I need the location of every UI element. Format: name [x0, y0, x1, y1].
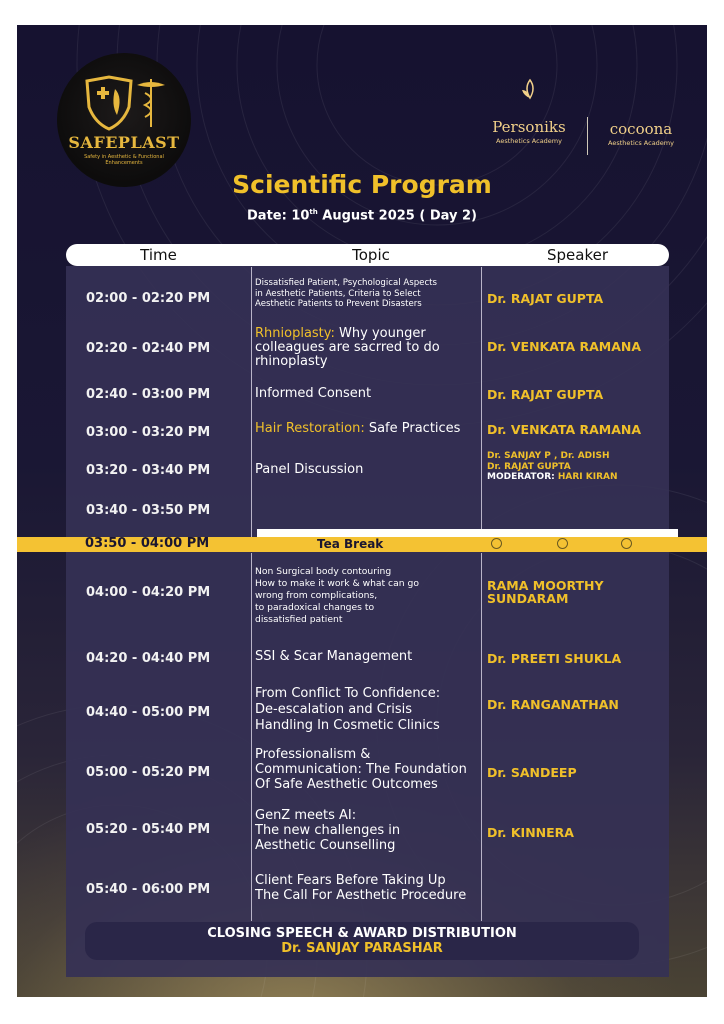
logo-divider: [587, 117, 588, 155]
row-topic: From Conflict To Confidence: De-escalation and Crisis Handling In Cosmetic Clinics: [255, 686, 441, 733]
row-topic: Panel Discussion: [255, 462, 364, 477]
row-time: 02:40 - 03:00 PM: [86, 387, 211, 402]
program-poster: [17, 25, 707, 997]
row-topic: Dissatisfied Patient, Psychological Aspects in Aesthetic Patients, Criteria to Select Aesthetic Patients to Prevent Disasters: [255, 278, 438, 309]
cocoona-logo: [593, 100, 689, 147]
row-time: 03:00 - 03:20 PM: [86, 425, 211, 440]
row-speaker: Dr. VENKATA RAMANA: [487, 422, 642, 437]
col-time: Time: [140, 246, 177, 264]
row-topic: Professionalism & Communication: The Foundation Of Safe Aesthetic Outcomes: [255, 747, 467, 792]
row-speaker: Dr. RANGANATHAN: [487, 697, 619, 712]
closing-speaker: Dr. SANJAY PARASHAR: [281, 941, 443, 956]
row-topic: Non Surgical body contouring How to make it work & what can go wrong from complications, to paradoxical changes to dissatisfied patient: [255, 566, 419, 625]
divider-time-topic-2: [251, 553, 252, 921]
safeplast-name: SAFEPLAST: [68, 133, 180, 152]
row-time: 02:00 - 02:20 PM: [86, 291, 211, 306]
row-topic: Rhnioplasty: Why younger colleagues are sacrred to do rhinoplasty: [255, 326, 440, 369]
col-speaker: Speaker: [546, 246, 608, 264]
program-title: Scientific Program: [232, 170, 492, 199]
cup-icon: [621, 538, 632, 549]
row-topic: SSI & Scar Management: [255, 649, 413, 664]
row-topic: Hair Restoration: Safe Practices: [255, 421, 461, 436]
row-speaker: Dr. KINNERA: [487, 825, 574, 840]
row-speaker: Dr. SANDEEP: [487, 765, 577, 780]
table-header: [66, 244, 669, 266]
divider-time-topic: [251, 267, 252, 537]
row-speaker: RAMA MOORTHY SUNDARAM: [487, 578, 604, 606]
row-time: 02:20 - 02:40 PM: [86, 341, 211, 356]
row-time: 05:00 - 05:20 PM: [86, 765, 211, 780]
cocoona-name: cocoona: [609, 120, 673, 138]
program-date: Date: 10th August 2025 ( Day 2): [247, 208, 477, 224]
row-topic: Client Fears Before Taking Up The Call For Aesthetic Procedure: [255, 873, 467, 903]
closing-banner: [85, 922, 639, 960]
safeplast-logo: [57, 53, 191, 187]
row-time: 03:40 - 03:50 PM: [86, 503, 211, 518]
lotus-icon: [520, 78, 540, 100]
cup-icon: [557, 538, 568, 549]
tea-break-row: [17, 537, 707, 552]
safeplast-tagline: Safety in Aesthetic & Functional Enhancements: [84, 154, 164, 166]
row-speaker: Dr. RAJAT GUPTA: [487, 291, 604, 306]
personiks-name: Personiks: [492, 118, 566, 136]
row-time: 05:20 - 05:40 PM: [86, 822, 211, 837]
shield-caduceus-icon: [79, 75, 169, 133]
cup-icon: [491, 538, 502, 549]
col-topic: Topic: [352, 246, 390, 264]
tea-label: Tea Break: [317, 537, 384, 551]
row-time: 03:20 - 03:40 PM: [86, 463, 211, 478]
row-speaker: Dr. PREETI SHUKLA: [487, 651, 622, 666]
row-time: 04:00 - 04:20 PM: [86, 585, 211, 600]
row-speaker: Dr. VENKATA RAMANA: [487, 339, 642, 354]
row-time: 04:20 - 04:40 PM: [86, 651, 211, 666]
row-topic: GenZ meets AI: The new challenges in Aesthetic Counselling: [255, 808, 401, 853]
personiks-sub: Aesthetics Academy: [496, 137, 562, 145]
tea-time: 03:50 - 04:00 PM: [85, 536, 210, 551]
row-speaker: Dr. RAJAT GUPTA: [487, 387, 604, 402]
row-time: 05:40 - 06:00 PM: [86, 882, 211, 897]
row-topic: Informed Consent: [255, 386, 372, 401]
row-time: 04:40 - 05:00 PM: [86, 705, 211, 720]
cocoona-sub: Aesthetics Academy: [608, 139, 674, 147]
personiks-logo: [482, 100, 576, 145]
closing-title: CLOSING SPEECH & AWARD DISTRIBUTION: [207, 926, 517, 941]
row-speaker: Dr. SANJAY P , Dr. ADISH Dr. RAJAT GUPTA MODERATOR: HARI KIRAN: [487, 451, 618, 482]
